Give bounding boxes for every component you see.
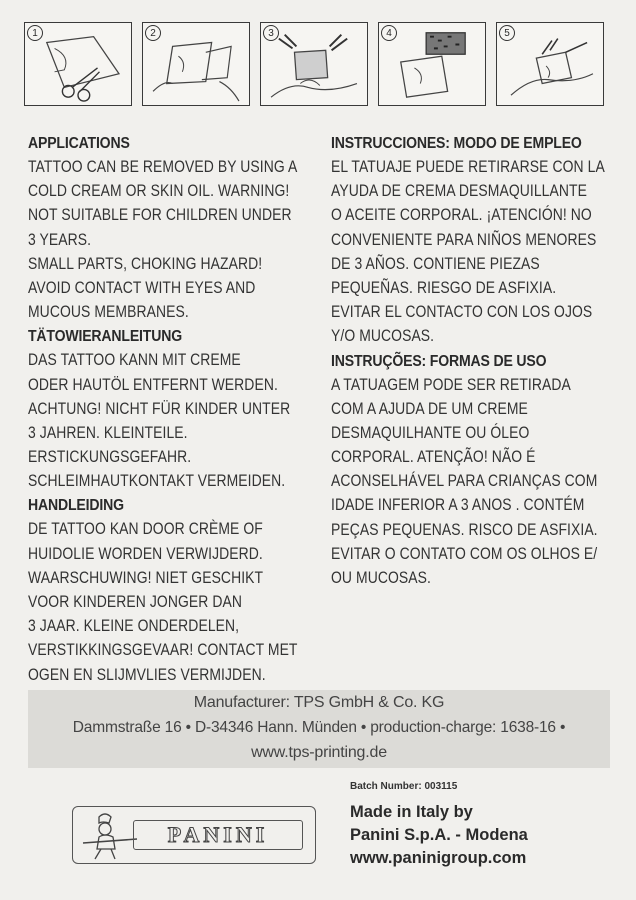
text-line: DAS TATTOO KANN MIT CREME <box>28 351 241 370</box>
text-line: OGEN EN SLIJMVLIES VERMIJDEN. <box>28 665 266 684</box>
step-number: 3 <box>263 25 279 41</box>
text-line: ODER HAUTÖL ENTFERNT WERDEN. <box>28 375 278 394</box>
section-dutch <box>28 495 313 686</box>
manufacturer-box <box>28 690 610 768</box>
section-title: APPLICATIONS <box>28 135 130 152</box>
section-german <box>28 326 313 493</box>
text-line: IDADE INFERIOR A 3 ANOS . CONTÉM <box>331 496 585 515</box>
made-in-block <box>350 801 528 870</box>
step-3-apply <box>260 22 368 106</box>
step-4-sponge <box>378 22 486 106</box>
text-line: MUCOUS MEMBRANES. <box>28 303 189 322</box>
text-line: DE 3 AÑOS. CONTIENE PIEZAS <box>331 254 540 273</box>
text-line: CONVENIENTE PARA NIÑOS MENORES <box>331 230 597 249</box>
section-english <box>28 133 313 324</box>
text-line: DE TATTOO KAN DOOR CRÈME OF <box>28 520 263 539</box>
text-line: PEQUEÑAS. RIESGO DE ASFIXIA. <box>331 278 557 297</box>
manufacturer-name: Manufacturer: TPS GmbH & Co. KG <box>193 694 445 711</box>
section-body <box>28 348 291 493</box>
panini-knight-logo-icon <box>79 809 141 861</box>
text-line: AVOID CONTACT WITH EYES AND <box>28 278 256 297</box>
batch-number: Batch Number: 003115 <box>350 781 458 792</box>
panini-logo <box>72 806 316 864</box>
text-line: VERSTIKKINGSGEVAAR! CONTACT MET <box>28 641 298 660</box>
manufacturer-website: www.tps-printing.de <box>251 744 387 761</box>
step-5-remove <box>496 22 604 106</box>
text-line: COM A AJUDA DE UM CREME <box>331 399 528 418</box>
text-line: 3 JAHREN. KLEINTEILE. <box>28 423 188 442</box>
left-column <box>28 133 313 689</box>
text-line: SMALL PARTS, CHOKING HAZARD! <box>28 254 263 273</box>
text-line: HUIDOLIE WORDEN VERWIJDERD. <box>28 544 263 563</box>
section-body <box>331 373 598 591</box>
section-title: INSTRUCCIONES: MODO DE EMPLEO <box>331 135 582 152</box>
text-line: ERSTICKUNGSGEFAHR. <box>28 448 192 467</box>
company-website: www.paninigroup.com <box>350 849 527 867</box>
step-number: 5 <box>499 25 515 41</box>
text-line: VOOR KINDEREN JONGER DAN <box>28 593 243 611</box>
text-line: DESMAQUILHANTE OU ÓLEO <box>331 423 530 442</box>
section-title: HANDLEIDING <box>28 497 124 515</box>
text-line: 3 JAAR. KLEINE ONDERDELEN, <box>28 617 240 636</box>
section-body <box>28 155 298 324</box>
text-line: COLD CREAM OR SKIN OIL. WARNING! <box>28 182 290 201</box>
section-body <box>331 155 605 349</box>
section-body <box>28 517 298 686</box>
text-line: ACONSELHÁVEL PARA CRIANÇAS COM <box>331 472 598 491</box>
text-line: OU MUCOSAS. <box>331 569 431 587</box>
text-line: A TATUAGEM PODE SER RETIRADA <box>331 375 571 394</box>
text-line: EVITAR EL CONTACTO CON LOS OJOS <box>331 303 593 322</box>
section-spanish <box>331 133 621 349</box>
section-title: TÄTOWIERANLEITUNG <box>28 328 182 346</box>
text-line: ACHTUNG! NICHT FÜR KINDER UNTER <box>28 399 291 418</box>
text-line: SCHLEIMHAUTKONTAKT VERMEIDEN. <box>28 472 286 491</box>
step-number: 1 <box>27 25 43 41</box>
text-line: O ACEITE CORPORAL. ¡ATENCIÓN! NO <box>331 206 592 225</box>
right-column <box>331 133 621 592</box>
step-number: 4 <box>381 25 397 41</box>
company-name: Panini S.p.A. - Modena <box>350 826 528 844</box>
text-line: 3 YEARS. <box>28 230 92 249</box>
text-line: TATTOO CAN BE REMOVED BY USING A <box>28 158 298 176</box>
made-in-line: Made in Italy by <box>350 803 473 821</box>
text-line: CORPORAL. ATENÇÃO! NÃO É <box>331 448 536 467</box>
step-1-cut <box>24 22 132 106</box>
text-line: EVITAR O CONTATO COM OS OLHOS E/ <box>331 544 598 563</box>
text-line: NOT SUITABLE FOR CHILDREN UNDER <box>28 206 292 225</box>
step-number: 2 <box>145 25 161 41</box>
instruction-steps <box>24 22 606 110</box>
text-line: Y/O MUCOSAS. <box>331 327 435 346</box>
section-title: INSTRUÇÕES: FORMAS DE USO <box>331 352 547 370</box>
section-portuguese <box>331 351 621 591</box>
text-line: PEÇAS PEQUENAS. RISCO DE ASFIXIA. <box>331 520 598 539</box>
logo-wordmark: PANINI <box>133 820 303 850</box>
text-line: AYUDA DE CREMA DESMAQUILLANTE <box>331 182 587 201</box>
text-line: WAARSCHUWING! NIET GESCHIKT <box>28 568 264 587</box>
step-2-peel <box>142 22 250 106</box>
text-line: EL TATUAJE PUEDE RETIRARSE CON LA <box>331 158 605 176</box>
manufacturer-address: Dammstraße 16 • D-34346 Hann. Münden • production-charge: 1638-16 • <box>72 719 566 736</box>
